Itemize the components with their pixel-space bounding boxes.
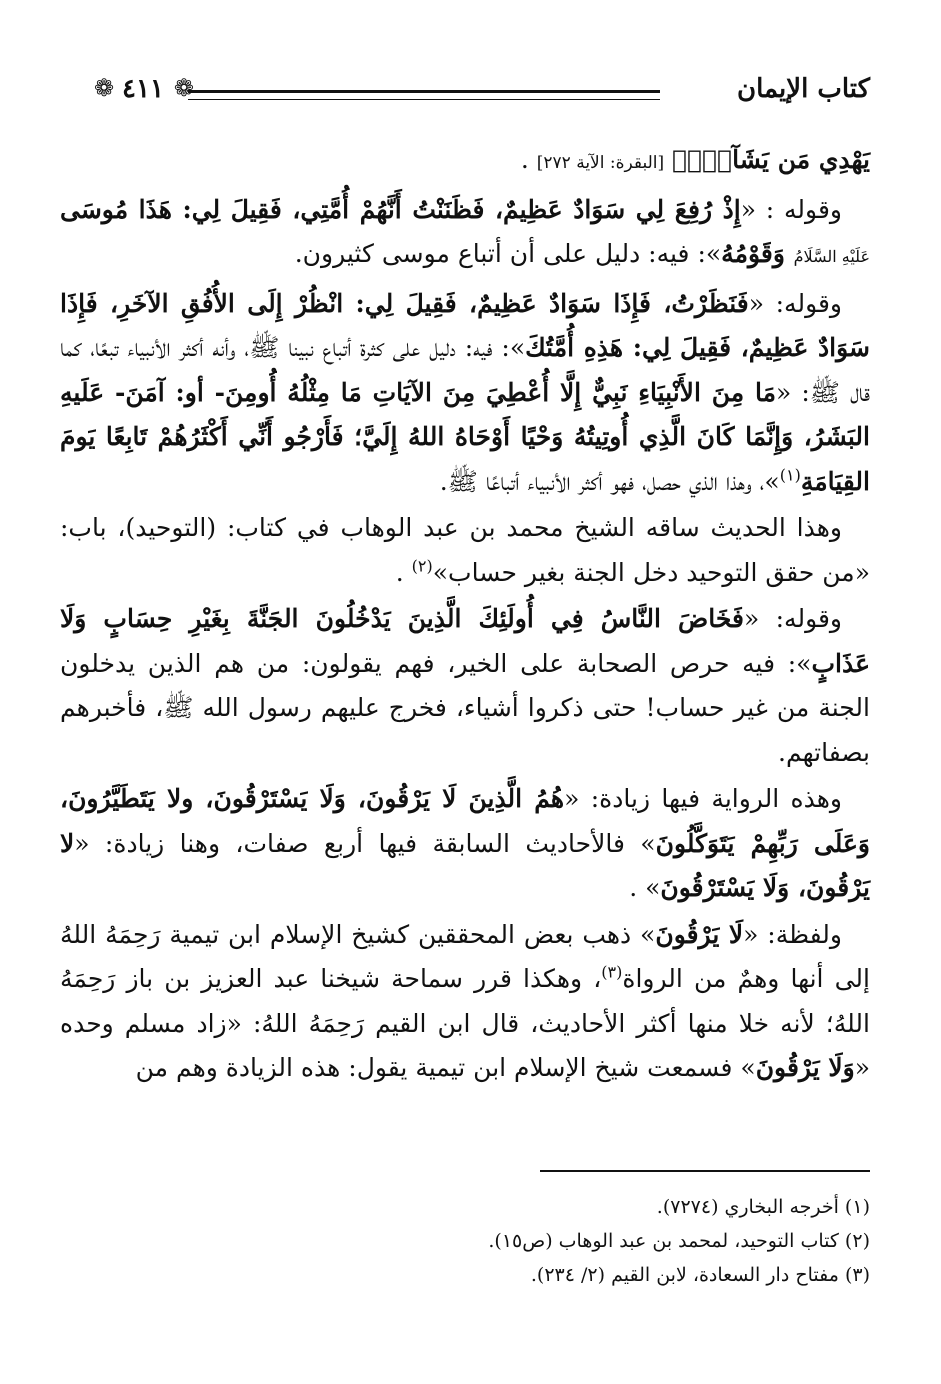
paragraph-2: [60, 188, 870, 280]
text-run: وهذا الحديث ساقه الشيخ محمد بن عبد الوهاب في كتاب: (التوحيد)، باب: «من حقق التوحيد دخل الجنة بغير حساب»: [60, 513, 870, 587]
text-run: »: فيه حرص الصحابة على الخير، فهم يقولون: من هم الذين يدخلون الجنة من غير حساب! حتى ذكروا أشياء، فخرج عليهم رسول الله ﷺ، فأخبرهم بصفاتهم.: [60, 648, 870, 767]
hadith-quote: فَخَاضَ النَّاسُ فِي أُولَئِكَ الَّذِينَ يَدْخُلُونَ الجَنَّةَ بِغَيْرِ حِسَابٍ وَلَا عَذَابٍ: [60, 604, 870, 678]
ornament-right-icon: ❁: [173, 74, 194, 102]
footnote-marker[interactable]: (٣): [601, 962, 623, 982]
text-run: » فسمعت شيخ الإسلام ابن تيمية يقول: هذه الزيادة وهم من: [135, 1053, 756, 1082]
page-number: ٤١١: [122, 74, 164, 104]
text-run: »: فيه: دليل على أن أتباع موسى كثيرون.: [294, 239, 722, 268]
honorific: عَلَيْهِ السَّلَامُ: [793, 247, 870, 266]
hadith-quote: لا يَرْقُونَ، وَلَا يَسْتَرْقُونَ: [60, 828, 870, 902]
paragraph-5: [60, 597, 870, 775]
hadith-quote: وَلَا يَرْقُونَ: [755, 1053, 855, 1082]
footnote-marker[interactable]: (١): [779, 465, 801, 485]
hadith-quote: هُمُ الَّذِينَ لَا يَرْقُونَ، وَلَا يَسْتَرْقُونَ، ولا يَتَطَيَّرُونَ، وَعَلَى رَبِّهِمْ يَتَوَكَّلُونَ: [60, 784, 870, 858]
text-run: وقوله : «: [740, 194, 842, 224]
footnote-2: (٢) كتاب التوحيد، لمحمد بن عبد الوهاب (ص١٥).: [488, 1230, 870, 1252]
header-rule: [188, 90, 660, 100]
text-run: وقوله: «: [744, 604, 843, 633]
hadith-quote: لَا يَرْقُونَ: [655, 919, 744, 949]
book-title: كتاب الإيمان: [736, 74, 870, 104]
page-header: [60, 66, 870, 116]
text-run: ، وهكذا قرر سماحة شيخنا عبد العزيز بن باز رَحِمَهُ اللهُ؛ لأنه خلا منها أكثر الأحاديث، قال ابن القيم رَحِمَهُ اللهُ: «زاد مسلم وحده «: [60, 964, 870, 1082]
book-page: [60, 0, 870, 1384]
text-run: .: [395, 557, 412, 587]
footnote-separator: [540, 1170, 870, 1172]
paragraph-6: [60, 777, 870, 911]
paragraph-1: [60, 138, 870, 186]
hadith-quote: إِذْ رُفِعَ لِي سَوَادٌ عَظِيمٌ، فَظَنَنْتُ أَنَّهُمْ أُمَّتِي، فَقِيلَ لِي: هَذَا مُوسَى: [60, 194, 741, 224]
footnote-1: (١) أخرجه البخاري (٧٢٧٤).: [656, 1196, 870, 1218]
page-number-frame: [94, 68, 194, 110]
text-run: وقوله: «: [748, 288, 843, 318]
ornament-left-icon: ❁: [94, 74, 115, 102]
quran-verse: يَهْدِي مَن يَشَآءُۗ﴾: [672, 145, 870, 174]
hadith-quote: وَقَوْمُهُ: [721, 239, 794, 268]
hadith-quote: فَنَظَرْتُ، فَإِذَا سَوَادٌ عَظِيمٌ، فَقِيلَ لِي: انْظُرْ إِلَى الأُفُقِ الآخَرِ، فَإِذَا سَوَادٌ عَظِيمٌ، فَقِيلَ لِي: هَذِهِ أُمَّتُكَ: [60, 288, 870, 362]
text-run: وهذه الرواية فيها زيادة: «: [564, 784, 842, 813]
text-run: ولفظة: «: [743, 919, 842, 949]
text-run: » ذهب بعض المحققين كشيخ الإسلام ابن تيمية رَحِمَهُ اللهُ إلى أنها وهمٌ من الرواة: [60, 919, 870, 993]
paragraph-end: .: [520, 145, 537, 174]
hadith-quote: مَا مِنَ الأَنْبِيَاءِ نَبِيٌّ إِلَّا أُعْطِيَ مِنَ الآيَاتِ مَا مِثْلُهُ أُومِنَ- أو: آمَنَ- عَلَيهِ البَشَرُ، وَإِنَّمَا كَانَ الَّذِي أُوتِيتُهُ وَحْيًا أَوْحَاهُ اللهُ إِلَيَّ؛ فَأَرْجُو أَنِّي أَكْثَرُهُمْ تَابِعًا يَومَ القِيَامَةِ: [60, 377, 870, 496]
footnote-3: (٣) مفتاح دار السعادة، لابن القيم (٢/ ٢٣٤).: [530, 1264, 870, 1286]
paragraph-3: [60, 282, 870, 505]
footnotes: [60, 1190, 870, 1292]
paragraph-4: [60, 506, 870, 595]
text-run: » .: [629, 873, 661, 902]
text-run: »، وهذا الذي حصل، فهو أكثر الأنبياء أتباعًا ﷺ.: [439, 466, 780, 496]
footnote-marker[interactable]: (٢): [411, 556, 433, 576]
text-run: »: فيه: دليل على كثرة أتباع نبينا ﷺ، وأنه أكثر الأنبياء تبعًا، كما قال ﷺ: «: [60, 333, 870, 407]
verse-reference: [البقرة: الآية ٢٧٢]: [536, 153, 665, 173]
paragraph-7: [60, 913, 870, 1091]
text-run: » فالأحاديث السابقة فيها أربع صفات، وهنا زيادة: «: [74, 828, 656, 858]
main-text: [60, 138, 870, 1093]
